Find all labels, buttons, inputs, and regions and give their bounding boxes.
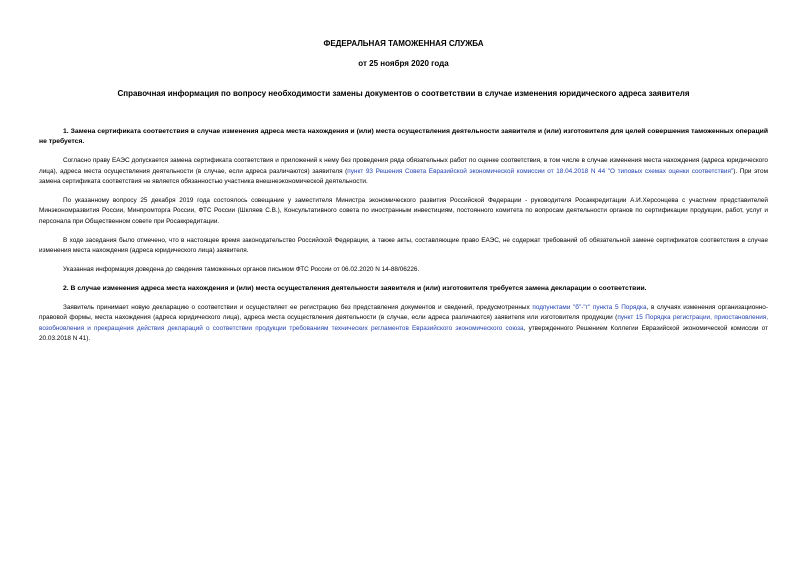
paragraph-2: По указанному вопросу 25 декабря 2019 года состоялось совещание у заместителя Министра экономического развития Российской Федерации - руководителя Росаккредитации А.И.Херсонцева с участием представителей Минэкономразвития России, Минпромторга России, ФТС России (Шкляев С.В.), Консультативного совета по иностранным инвестициям, постоянного комитета по вопросам деятельности органов по сертификации продукции, работ, услуг и персонала при Общественном совете при Росаккредитации.: [39, 197, 768, 225]
paragraph-1-text-end: ). При этом замена сертификата соответствия не является обязанностью участника внешнеэкономической деятельности.: [39, 167, 768, 186]
section-1-heading: 1. Замена сертификата соответствия в случае изменения адреса места нахождения и (или) места осуществления деятельности заявителя и (или) изготовителя для целей совершения таможенных операций не требуется.: [39, 128, 768, 146]
link-point-15-procedure[interactable]: пункт 15 Порядка регистрации, приостановления, возобновления и прекращения действия деклараций о соответствии продукции требованиям технических регламентов Евразийского экономического союза: [39, 314, 768, 332]
agency-title: ФЕДЕРАЛЬНАЯ ТАМОЖЕННАЯ СЛУЖБА: [323, 39, 484, 48]
document-date: от 25 ноября 2020 года: [358, 59, 449, 68]
paragraph-5: [39, 303, 768, 345]
document-body: [39, 127, 768, 353]
paragraph-5-text-end: , утвержденного Решением Коллегии Евразийской экономической комиссии от 20.03.2018 N 41).: [39, 324, 769, 343]
paragraph-1-text-start: Согласно праву ЕАЭС допускается замена сертификата соответствия и приложений к нему без проведения ряда обязательных работ по оценке соответствия, в том числе в случае изменения места нахождения (адреса юридического лица), адреса места осуществления деятельности (в случае, если адреса различаются) заявителя (: [39, 157, 768, 175]
document-subject: Справочная информация по вопросу необходимости замены документов о соответствии в случае изменения юридического адреса заявителя: [117, 89, 690, 98]
paragraph-5-text-start: Заявитель принимает новую декларацию о соответствии и осуществляет ее регистрацию без представления документов и сведений, предусмотренных: [63, 303, 533, 311]
paragraph-4: Указанная информация доведена до сведения таможенных органов письмом ФТС России от 06.02.2020 N 14-88/06226.: [63, 266, 420, 274]
paragraph-1: [39, 156, 768, 187]
link-decision-44[interactable]: пункт 93 Решения Совета Евразийской экономической комиссии от 18.04.2018 N 44 "О типовых схемах оценки соответствия": [347, 167, 734, 175]
paragraph-3: В ходе заседания было отмечено, что в настоящее время законодательство Российской Федерации, а также акты, составляющие право ЕАЭС, не содержат требований об обязательной замене сертификатов соответствия в случае изменения места нахождения (адреса юридического лица) заявителя.: [39, 236, 768, 255]
paragraph-5-text-middle: , в случаях изменения организационно-правовой формы, места нахождения (адреса юридического лица), адреса места осуществления деятельности (в случае, если адреса различаются) заявителя или изготовителя продукции (: [39, 303, 768, 322]
section-2-heading: 2. В случае изменения адреса места нахождения и (или) места осуществления деятельности заявителя и (или) изготовителя требуется замена декларации о соответствии.: [63, 284, 647, 292]
link-subpoints-procedure[interactable]: подпунктами "б"-"г" пункта 5 Порядка: [532, 303, 647, 311]
